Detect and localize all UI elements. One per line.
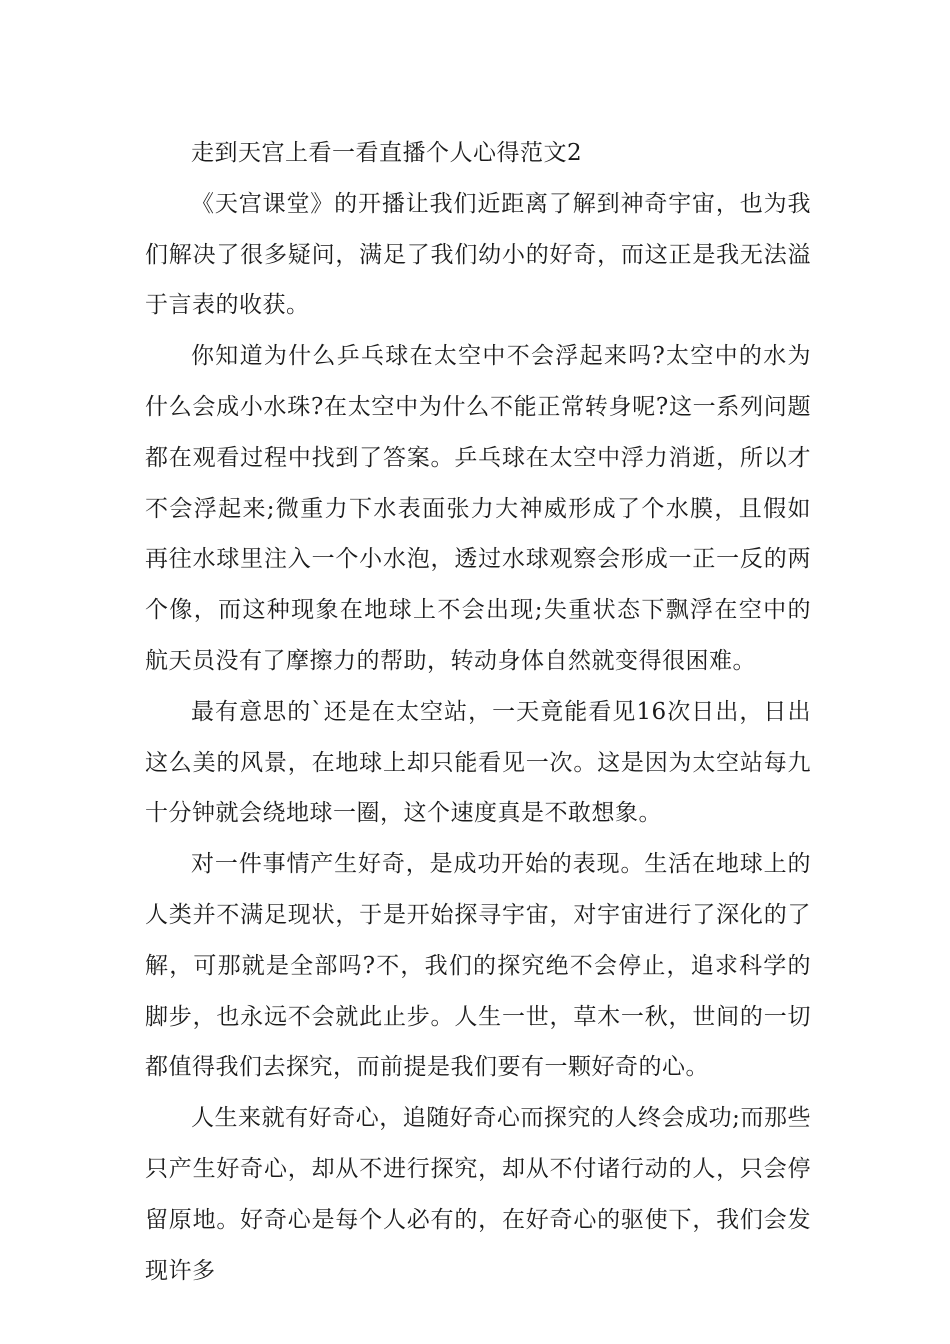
paragraph-3: 最有意思的`还是在太空站，一天竟能看见16次日出，日出这么美的风景，在地球上却只能看见一次。这是因为太空站每九十分钟就会绕地球一圈，这个速度真是不敢想象。 bbox=[145, 698, 811, 827]
document-body bbox=[145, 128, 811, 1296]
paragraph-4: 对一件事情产生好奇，是成功开始的表现。生活在地球上的人类并不满足现状，于是开始探寻宇宙，对宇宙进行了深化的了解，可那就是全部吗?不，我们的探究绝不会停止，追求科学的脚步，也永远不会就此止步。人生一世，草木一秋，世间的一切都值得我们去探究，而前提是我们要有一颗好奇的心。 bbox=[145, 851, 811, 1081]
paragraph-2: 你知道为什么乒乓球在太空中不会浮起来吗?太空中的水为什么会成小水珠?在太空中为什么不能正常转身呢?这一系列问题都在观看过程中找到了答案。乒乓球在太空中浮力消逝，所以才不会浮起来;微重力下水表面张力大神威形成了个水膜，且假如再往水球里注入一个小水泡，透过水球观察会形成一正一反的两个像，而这种现象在地球上不会出现;失重状态下飘浮在空中的航天员没有了摩擦力的帮助，转动身体自然就变得很困难。 bbox=[145, 343, 811, 674]
paragraph-1: 《天宫课堂》的开播让我们近距离了解到神奇宇宙，也为我们解决了很多疑问，满足了我们幼小的好奇，而这正是我无法溢于言表的收获。 bbox=[145, 190, 811, 319]
document-title: 走到天宫上看一看直播个人心得范文2 bbox=[191, 140, 583, 166]
paragraph-5: 人生来就有好奇心，追随好奇心而探究的人终会成功;而那些只产生好奇心，却从不进行探究，却从不付诸行动的人，只会停留原地。好奇心是每个人必有的，在好奇心的驱使下，我们会发现许多 bbox=[145, 1105, 811, 1284]
